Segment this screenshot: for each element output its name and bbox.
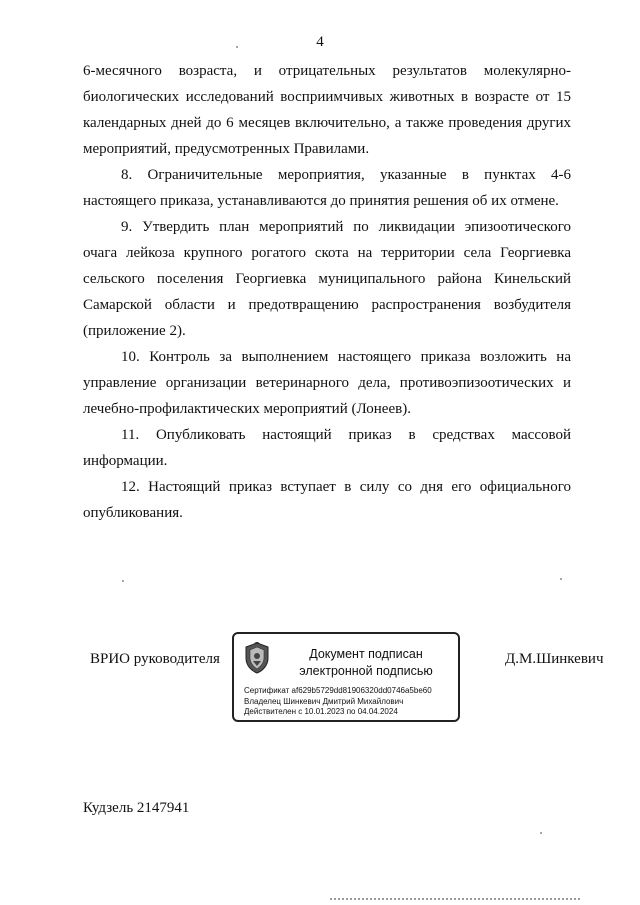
electronic-signature-stamp	[232, 632, 460, 722]
executor-note: Кудзель 2147941	[83, 800, 190, 816]
stamp-details	[244, 686, 454, 718]
paragraph-item-10: 10. Контроль за выполнением настоящего приказа возложить на управление организации ветеринарного дела, противоэпизоотических и лечебно-профилактических мероприятий (Лонеев).	[83, 349, 571, 417]
scan-speck	[540, 832, 542, 834]
signer-position: ВРИО руководителя	[90, 651, 220, 667]
signer-name: Д.М.Шинкевич	[505, 651, 604, 667]
paragraph-continuation: 6-месячного возраста, и отрицательных результатов молекулярно-биологических исследований восприимчивых животных в возрасте от 15 календарных дней до 6 месяцев включительно, а также проведения других мероприятий, предусмотренных Правилами.	[83, 63, 571, 157]
order-body	[83, 58, 571, 526]
scan-speck	[560, 578, 562, 580]
stamp-title	[278, 646, 454, 680]
stamp-certificate: Сертификат af629b5729dd81906320dd0746a5be60	[244, 686, 432, 695]
signature-block	[0, 632, 640, 732]
coat-of-arms-icon	[244, 642, 270, 674]
paragraph-item-12: 12. Настоящий приказ вступает в силу со дня его официального опубликования.	[83, 479, 571, 521]
page-number: 4	[316, 34, 324, 50]
stamp-validity: Действителен с 10.01.2023 по 04.04.2024	[244, 707, 398, 716]
scan-bottom-edge	[330, 898, 580, 904]
stamp-title-line-1: Документ подписан	[309, 647, 423, 661]
scan-speck	[122, 580, 124, 582]
stamp-owner: Владелец Шинкевич Дмитрий Михайлович	[244, 696, 404, 706]
stamp-title-line-2: электронной подписью	[299, 664, 433, 678]
paragraph-item-9: 9. Утвердить план мероприятий по ликвидации эпизоотического очага лейкоза крупного рогатого скота на территории села Георгиевка сельского поселения Георгиевка муниципального района Кинельский Самарской области и предотвращению распространения возбудителя (приложение 2).	[83, 219, 571, 339]
paragraph-item-8: 8. Ограничительные мероприятия, указанные в пунктах 4-6 настоящего приказа, устанавливаются до принятия решения об их отмене.	[83, 167, 571, 209]
scan-speck	[236, 46, 238, 48]
paragraph-item-11: 11. Опубликовать настоящий приказ в средствах массовой информации.	[83, 427, 571, 469]
